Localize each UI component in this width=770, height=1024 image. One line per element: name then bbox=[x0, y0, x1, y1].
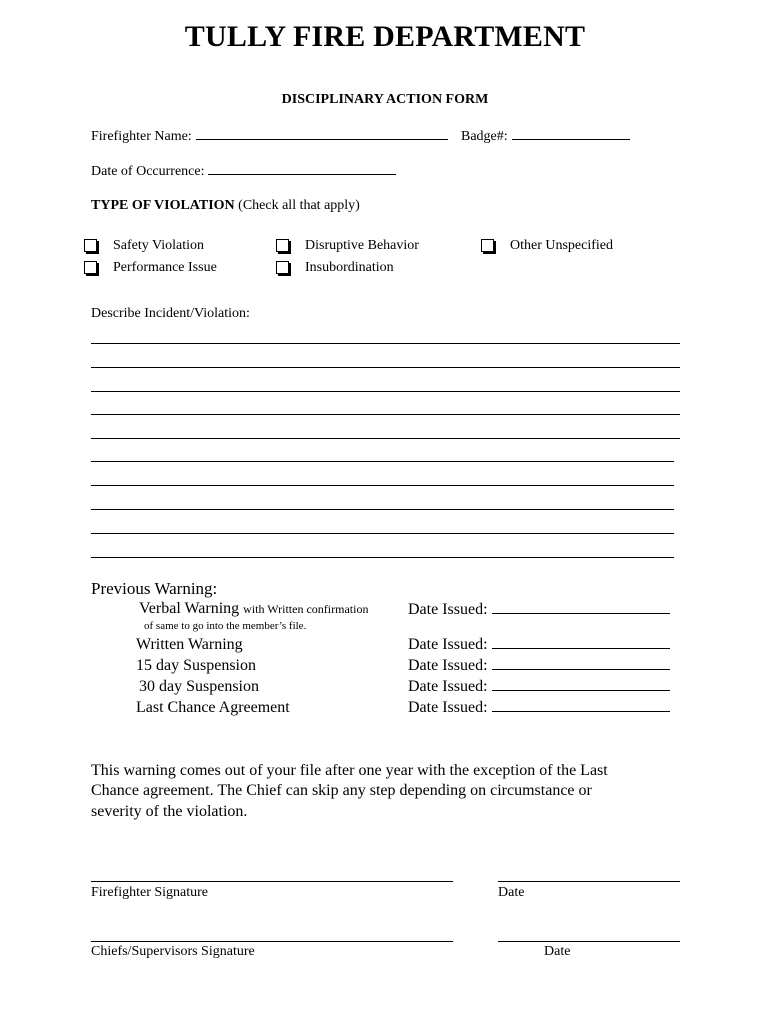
suspension-15-label: 15 day Suspension bbox=[136, 657, 256, 674]
option-label-safety: Safety Violation bbox=[113, 238, 205, 253]
date-issued-field[interactable] bbox=[492, 699, 670, 712]
option-label-disruptive: Disruptive Behavior bbox=[305, 238, 419, 253]
verbal-warning-label: Verbal Warning bbox=[139, 600, 240, 617]
incident-line[interactable] bbox=[91, 461, 674, 462]
date-occurrence-field[interactable] bbox=[208, 162, 396, 175]
firefighter-name-label: Firefighter Name: bbox=[91, 129, 192, 144]
checkbox-insubordination[interactable] bbox=[276, 258, 289, 276]
option-label-insubordination: Insubordination bbox=[305, 260, 394, 275]
chief-date-line[interactable] bbox=[498, 941, 680, 942]
firefighter-name-row bbox=[91, 127, 448, 145]
form-subtitle: DISCIPLINARY ACTION FORM bbox=[281, 92, 489, 107]
date-issued-field[interactable] bbox=[492, 601, 670, 614]
incident-label: Describe Incident/Violation: bbox=[91, 306, 250, 321]
date-occurrence-label: Date of Occurrence: bbox=[91, 164, 205, 179]
firefighter-signature-line[interactable] bbox=[91, 881, 453, 882]
date-issued-label: Date Issued: bbox=[408, 678, 488, 695]
incident-line[interactable] bbox=[91, 533, 674, 534]
date-issued-last-chance bbox=[408, 699, 670, 717]
date-issued-label: Date Issued: bbox=[408, 601, 488, 618]
firefighter-date-line[interactable] bbox=[498, 881, 680, 882]
incident-line[interactable] bbox=[91, 557, 674, 558]
checkbox-icon bbox=[84, 261, 97, 274]
option-label-performance: Performance Issue bbox=[113, 260, 217, 275]
firefighter-date-label: Date bbox=[498, 885, 525, 900]
checkbox-icon bbox=[276, 261, 289, 274]
incident-line[interactable] bbox=[91, 438, 680, 439]
firefighter-name-field[interactable] bbox=[196, 127, 448, 140]
incident-line[interactable] bbox=[91, 391, 680, 392]
date-issued-verbal bbox=[408, 601, 670, 619]
incident-line[interactable] bbox=[91, 485, 674, 486]
badge-field[interactable] bbox=[512, 127, 630, 140]
violation-heading-bold: TYPE OF VIOLATION bbox=[91, 198, 235, 213]
violation-heading bbox=[91, 198, 360, 214]
date-issued-written bbox=[408, 636, 670, 654]
incident-line[interactable] bbox=[91, 414, 680, 415]
date-issued-field[interactable] bbox=[492, 636, 670, 649]
checkbox-performance-issue[interactable] bbox=[84, 258, 97, 276]
last-chance-label: Last Chance Agreement bbox=[136, 699, 290, 716]
badge-label: Badge#: bbox=[461, 129, 508, 144]
date-issued-30 bbox=[408, 678, 670, 696]
date-issued-label: Date Issued: bbox=[408, 699, 488, 716]
badge-row bbox=[461, 127, 630, 145]
suspension-30-label: 30 day Suspension bbox=[139, 678, 259, 695]
checkbox-other-unspecified[interactable] bbox=[481, 236, 494, 254]
chief-signature-label: Chiefs/Supervisors Signature bbox=[91, 944, 255, 959]
incident-line[interactable] bbox=[91, 367, 680, 368]
violation-heading-note: (Check all that apply) bbox=[238, 198, 360, 213]
checkbox-disruptive-behavior[interactable] bbox=[276, 236, 289, 254]
date-issued-label: Date Issued: bbox=[408, 657, 488, 674]
checkbox-icon bbox=[276, 239, 289, 252]
previous-warning-heading: Previous Warning: bbox=[91, 579, 218, 598]
notice-line-1: This warning comes out of your file after one year with the exception of the Last bbox=[91, 762, 608, 779]
incident-line[interactable] bbox=[91, 509, 674, 510]
checkbox-safety-violation[interactable] bbox=[84, 236, 97, 254]
verbal-warning-note-2: of same to go into the member’s file. bbox=[144, 620, 307, 632]
incident-line[interactable] bbox=[91, 343, 680, 344]
date-occurrence-row bbox=[91, 162, 396, 180]
notice-line-2: Chance agreement. The Chief can skip any step depending on circumstance or bbox=[91, 782, 592, 799]
chief-date-label: Date bbox=[544, 944, 571, 959]
date-issued-15 bbox=[408, 657, 670, 675]
chief-signature-line[interactable] bbox=[91, 941, 453, 942]
date-issued-field[interactable] bbox=[492, 657, 670, 670]
notice-line-3: severity of the violation. bbox=[91, 803, 248, 820]
firefighter-signature-label: Firefighter Signature bbox=[91, 885, 209, 900]
page-title: TULLY FIRE DEPARTMENT bbox=[184, 20, 586, 53]
checkbox-icon bbox=[84, 239, 97, 252]
date-issued-label: Date Issued: bbox=[408, 636, 488, 653]
date-issued-field[interactable] bbox=[492, 678, 670, 691]
verbal-warning-row bbox=[139, 600, 368, 618]
verbal-warning-note: with Written confirmation bbox=[243, 602, 369, 616]
option-label-other: Other Unspecified bbox=[510, 238, 614, 253]
checkbox-icon bbox=[481, 239, 494, 252]
written-warning-label: Written Warning bbox=[136, 636, 243, 653]
